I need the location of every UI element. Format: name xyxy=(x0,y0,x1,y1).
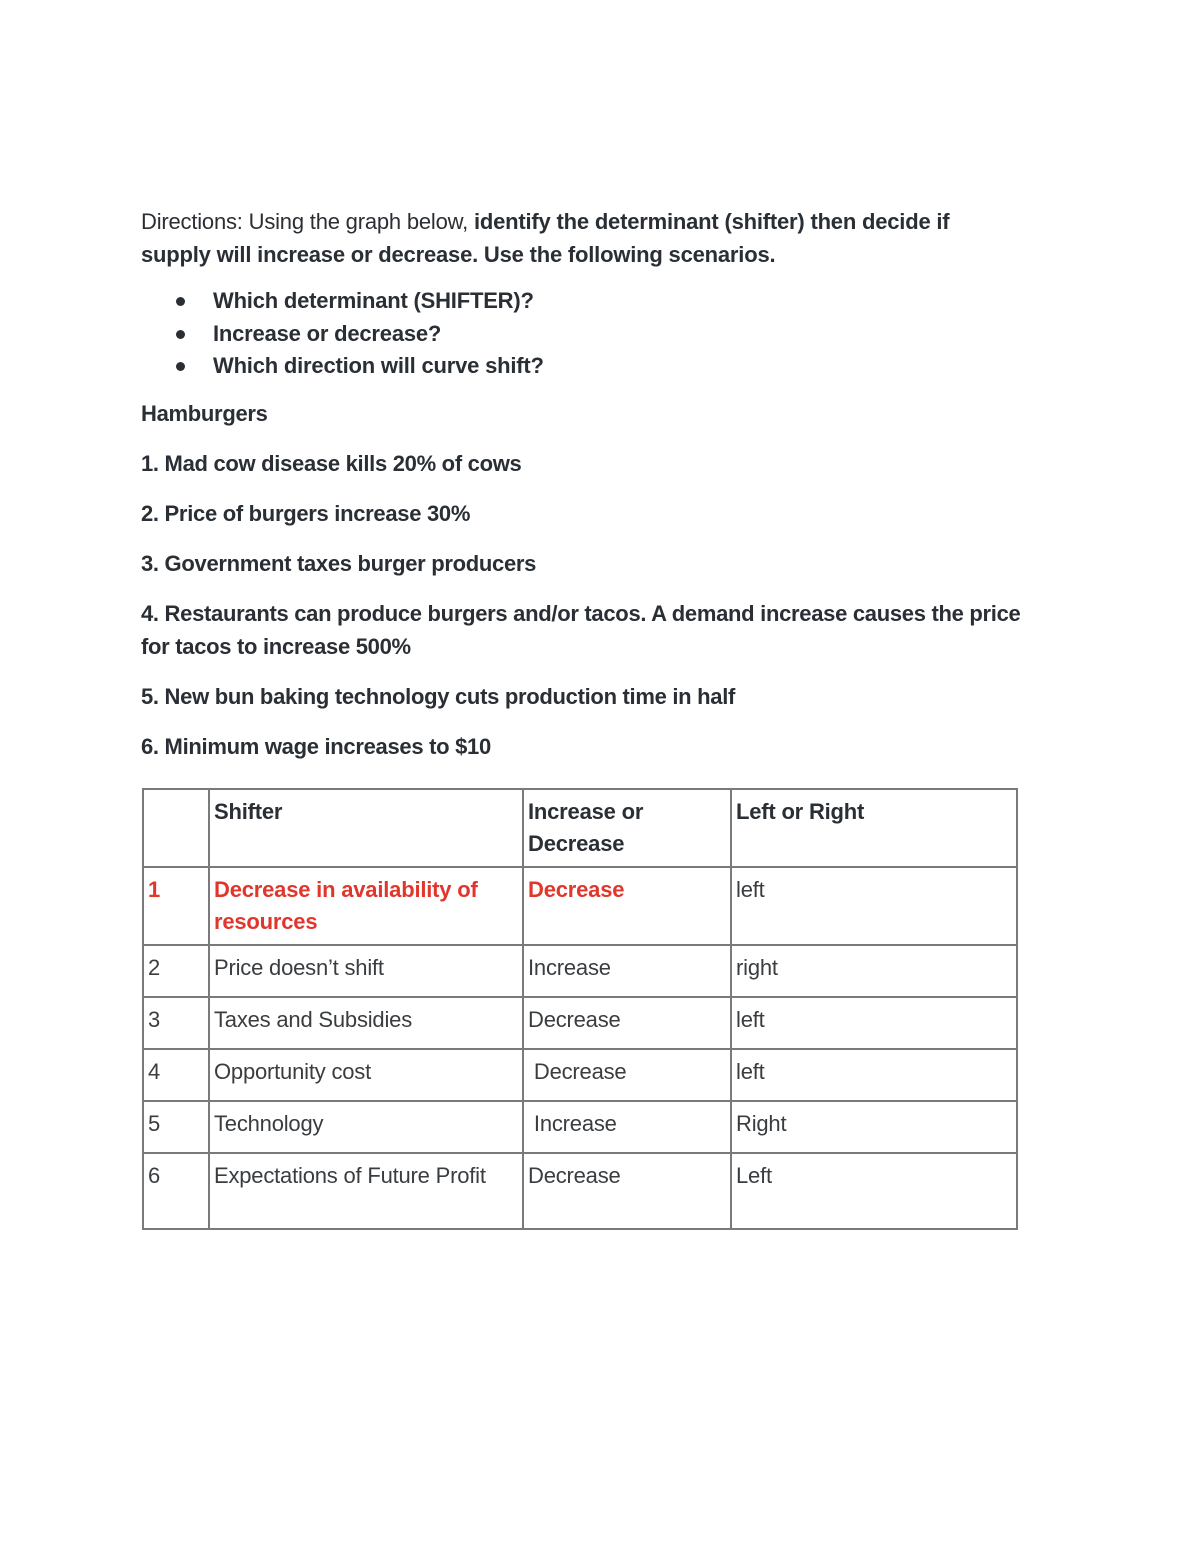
row-direction: left xyxy=(731,867,1017,945)
scenario-item: 1. Mad cow disease kills 20% of cows xyxy=(141,450,522,476)
row-number: 4 xyxy=(143,1049,209,1101)
row-change: Decrease xyxy=(523,867,731,945)
table-row xyxy=(143,1153,1017,1229)
bullet-icon xyxy=(176,362,185,371)
header-cell-direction: Left or Right xyxy=(731,789,1017,867)
scenario-item: 2. Price of burgers increase 30% xyxy=(141,500,471,526)
row-change: Increase xyxy=(523,1101,731,1153)
row-change: Decrease xyxy=(523,1153,731,1229)
directions-emphasis: identify the determinant (shifter) then decide if supply will increase or decrease. Use the following scenarios. xyxy=(141,209,950,267)
row-number: 5 xyxy=(143,1101,209,1153)
row-direction: left xyxy=(731,1049,1017,1101)
row-direction: right xyxy=(731,945,1017,997)
row-direction: Right xyxy=(731,1101,1017,1153)
row-shifter: Price doesn’t shift xyxy=(209,945,523,997)
header-cell-change: Increase or Decrease xyxy=(523,789,731,867)
header-cell-number xyxy=(143,789,209,867)
row-direction: left xyxy=(731,997,1017,1049)
scenario-item: 5. New bun baking technology cuts production time in half xyxy=(141,683,736,709)
row-direction: Left xyxy=(731,1153,1017,1229)
row-change: Decrease xyxy=(523,1049,731,1101)
shifter-table xyxy=(142,788,1018,1230)
table-row xyxy=(143,1101,1017,1153)
row-change: Decrease xyxy=(523,997,731,1049)
question-list xyxy=(141,285,1021,383)
table-row xyxy=(143,1049,1017,1101)
directions-lead: Directions: Using the graph below, xyxy=(141,209,469,234)
row-shifter: Expectations of Future Profit xyxy=(209,1153,523,1229)
row-shifter: Opportunity cost xyxy=(209,1049,523,1101)
row-number: 6 xyxy=(143,1153,209,1229)
bullet-icon xyxy=(176,330,185,339)
question-item: Increase or decrease? xyxy=(213,318,1021,351)
header-cell-shifter: Shifter xyxy=(209,789,523,867)
row-number: 1 xyxy=(143,867,209,945)
directions-paragraph xyxy=(141,205,1021,271)
bullet-icon xyxy=(176,297,185,306)
table-row xyxy=(143,945,1017,997)
row-number: 3 xyxy=(143,997,209,1049)
scenario-item: 4. Restaurants can produce burgers and/or tacos. A demand increase causes the price for tacos to increase 500% xyxy=(141,600,1021,659)
row-shifter: Taxes and Subsidies xyxy=(209,997,523,1049)
table-header-row xyxy=(143,789,1017,867)
question-item: Which determinant (SHIFTER)? xyxy=(213,285,1021,318)
row-shifter: Decrease in availability of resources xyxy=(209,867,523,945)
scenario-item: 6. Minimum wage increases to $10 xyxy=(141,733,491,759)
row-shifter: Technology xyxy=(209,1101,523,1153)
document-page xyxy=(141,205,1021,780)
table-row xyxy=(143,997,1017,1049)
table-row xyxy=(143,867,1017,945)
section-title: Hamburgers xyxy=(141,400,268,426)
row-number: 2 xyxy=(143,945,209,997)
question-item: Which direction will curve shift? xyxy=(213,350,1021,383)
row-change: Increase xyxy=(523,945,731,997)
scenario-item: 3. Government taxes burger producers xyxy=(141,550,537,576)
